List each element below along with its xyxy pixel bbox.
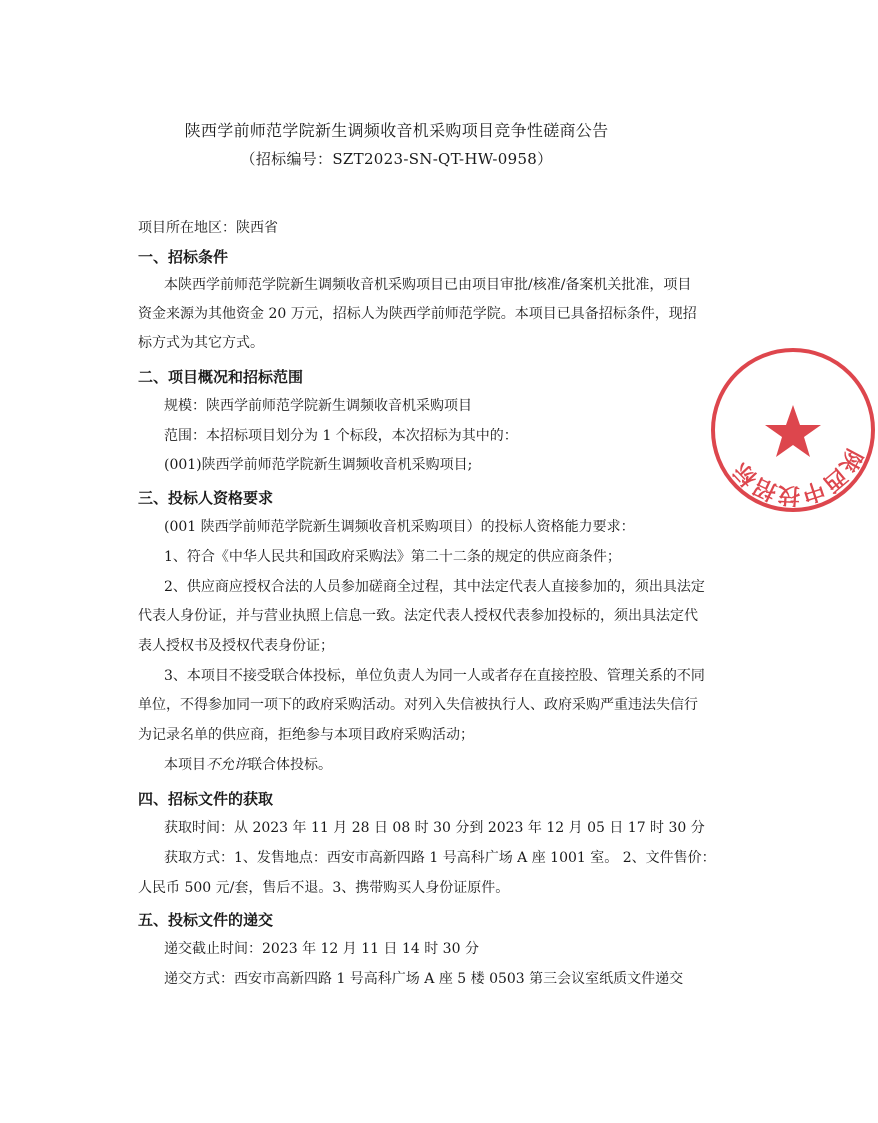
requirement-3-line: 单位，不得参加同一项下的政府采购活动。对列入失信被执行人、政府采购严重违法失信行 <box>138 697 698 713</box>
section-3-heading: 三、投标人资格要求 <box>138 489 274 507</box>
project-scope: 范围：本招标项目划分为 1 个标段，本次招标为其中的： <box>164 428 518 444</box>
section-4-heading: 四、招标文件的获取 <box>138 790 274 808</box>
section-1-heading: 一、招标条件 <box>138 248 229 266</box>
acquisition-method-line: 获取方式：1、发售地点：西安市高新四路 1 号高科广场 A 座 1001 室。 2、文件售价： <box>164 850 716 866</box>
requirement-2-line: 表人授权书及授权代表身份证； <box>138 638 334 654</box>
seal-text: 陕西中技招标 <box>729 444 867 508</box>
joint-bid-suffix: 联合体投标。 <box>248 757 332 773</box>
requirement-1: 1、符合《中华人民共和国政府采购法》第二十二条的规定的供应商条件； <box>164 549 621 565</box>
requirement-2-line: 2、供应商应授权合法的人员参加磋商全过程，其中法定代表人直接参加的，须出具法定 <box>164 579 705 595</box>
requirement-3-line: 为记录名单的供应商，拒绝参与本项目政府采购活动； <box>138 727 474 743</box>
official-seal-stamp <box>708 345 878 515</box>
bid-number: （招标编号：SZT2023-SN-QT-HW-0958） <box>240 150 553 168</box>
project-lot: (001)陕西学前师范学院新生调频收音机采购项目; <box>164 457 473 473</box>
joint-bid-prefix: 本项目 <box>164 757 206 773</box>
section-5-heading: 五、投标文件的递交 <box>138 911 274 929</box>
document-title: 陕西学前师范学院新生调频收音机采购项目竞争性磋商公告 <box>184 121 609 140</box>
joint-bid-statement <box>164 756 668 774</box>
submission-method: 递交方式：西安市高新四路 1 号高科广场 A 座 5 楼 0503 第三会议室纸质文件递交 <box>164 971 684 987</box>
acquisition-method-line: 人民币 500 元/套，售后不退。3、携带购买人身份证原件。 <box>138 880 510 896</box>
joint-bid-emphasis: 不允许 <box>206 757 248 773</box>
acquisition-time: 获取时间：从 2023 年 11 月 28 日 08 时 30 分到 2023 年 12 月 05 日 17 时 30 分 <box>164 820 705 836</box>
requirement-2-line: 代表人身份证，并与营业执照上信息一致。法定代表人授权代表参加投标的，须出具法定代 <box>138 608 698 624</box>
qualification-intro: (001 陕西学前师范学院新生调频收音机采购项目）的投标人资格能力要求： <box>164 519 635 535</box>
section-2-heading: 二、项目概况和招标范围 <box>138 368 304 386</box>
project-region: 项目所在地区：陕西省 <box>138 220 278 236</box>
submission-deadline: 递交截止时间：2023 年 12 月 11 日 14 时 30 分 <box>164 941 479 957</box>
section-1-paragraph-line: 本陕西学前师范学院新生调频收音机采购项目已由项目审批/核准/备案机关批准，项目 <box>164 277 692 293</box>
requirement-3-line: 3、本项目不接受联合体投标，单位负责人为同一人或者存在直接控股、管理关系的不同 <box>164 668 705 684</box>
section-1-paragraph-line: 资金来源为其他资金 20 万元，招标人为陕西学前师范学院。本项目已具备招标条件，现招 <box>138 306 697 322</box>
project-scale: 规模：陕西学前师范学院新生调频收音机采购项目 <box>164 398 472 414</box>
section-1-paragraph-line: 标方式为其它方式。 <box>138 335 264 351</box>
